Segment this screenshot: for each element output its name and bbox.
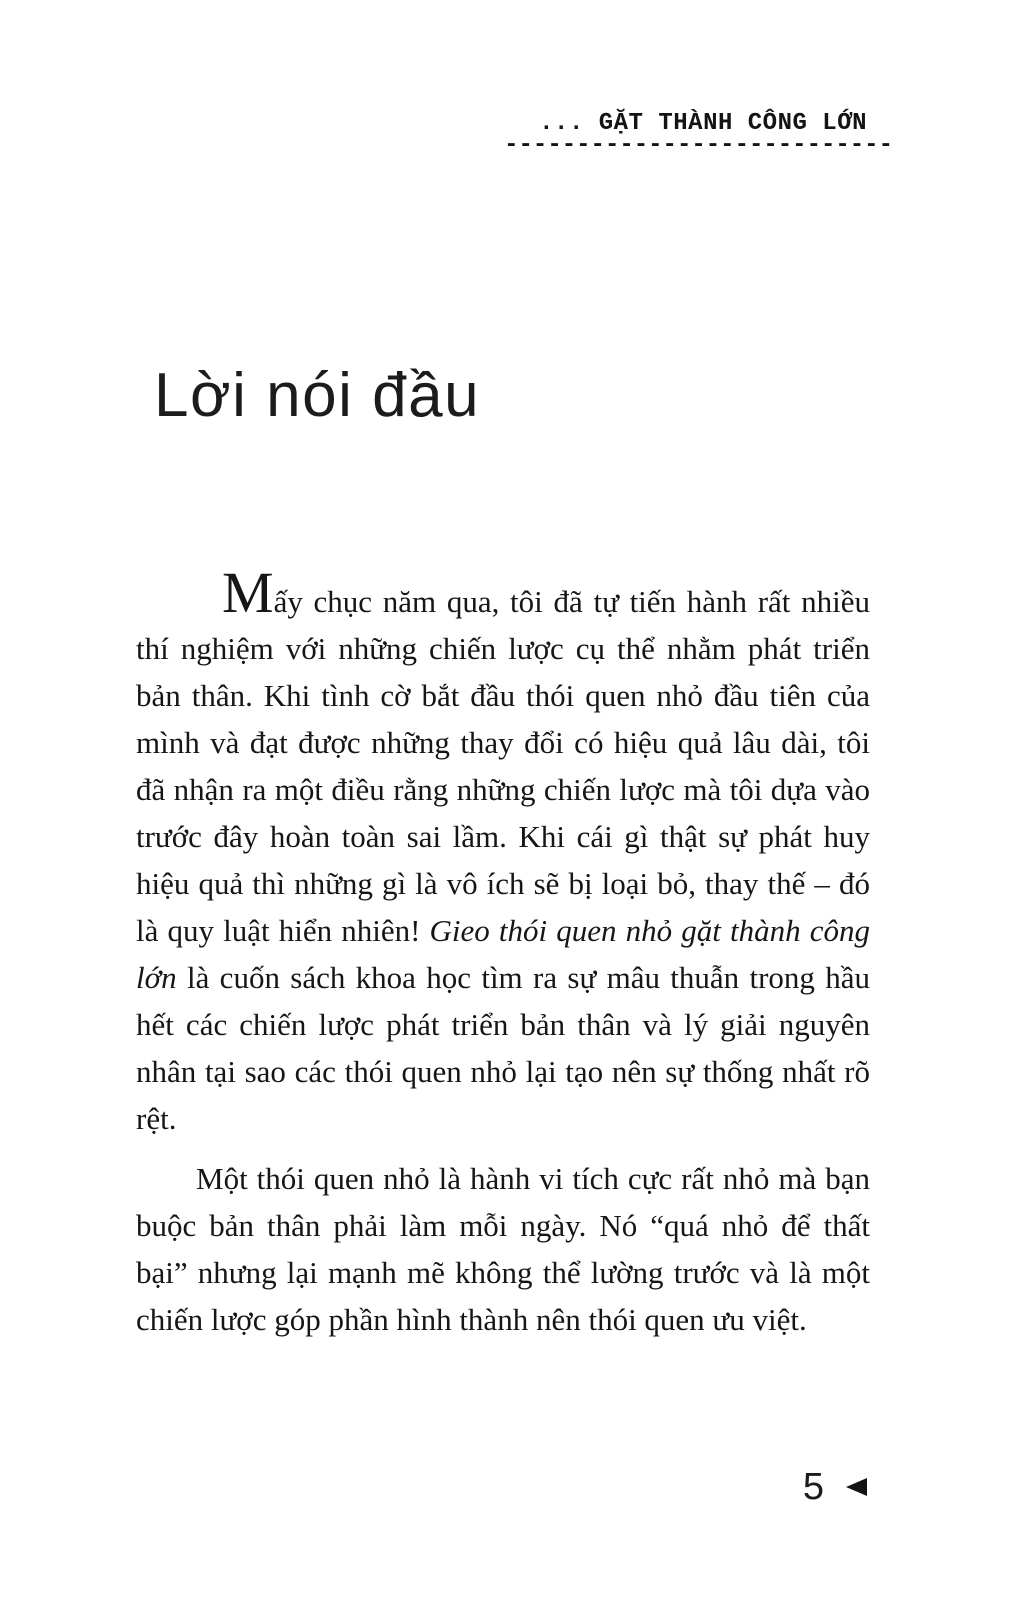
text-run: là cuốn sách khoa học tìm ra sự mâu thuẫn trong hầu hết các chiến lược phát triển bản thân và lý giải nguyên nhân tại sao các thói quen nhỏ lại tạo nên sự thống nhất rõ rệt.: [136, 960, 870, 1136]
left-triangle-icon: [846, 1478, 867, 1496]
text-run: ấy chục năm qua, tôi đã tự tiến hành rất nhiều thí nghiệm với những chiến lược cụ thể nhằm phát triển bản thân. Khi tình cờ bắt đầu thói quen nhỏ đầu tiên của mình và đạt được những thay đổi có hiệu quả lâu dài, tôi đã nhận ra một điều rằng những chiến lược mà tôi dựa vào trước đây hoàn toàn sai lầm. Khi cái gì thật sự phát huy hiệu quả thì những gì là vô ích sẽ bị loại bỏ, thay thế – đó là quy luật hiển nhiên!: [136, 584, 870, 948]
text-run: Một thói quen nhỏ là hành vi tích cực rất nhỏ mà bạn buộc bản thân phải làm mỗi ngày. Nó “quá nhỏ để thất bại” nhưng lại mạnh mẽ không thể lường trước và là một chiến lược góp phần hình thành nên thói quen ưu việt.: [136, 1161, 870, 1337]
page-number: 5: [802, 1466, 824, 1508]
header-dashed-rule: ---------------------------: [504, 132, 893, 159]
body-text: [136, 560, 870, 1343]
book-title-italic-run: Gieo thói quen nhỏ gặt thành công lớn: [136, 913, 870, 995]
paragraph: [136, 560, 870, 1142]
paragraph: [136, 1155, 870, 1343]
running-header-title: ... GẶT THÀNH CÔNG LỚN: [539, 110, 867, 137]
raised-initial-cap: M: [222, 560, 274, 625]
running-header: [504, 110, 893, 159]
page-footer: [803, 1468, 867, 1506]
chapter-title: Lời nói đầu: [154, 361, 481, 430]
